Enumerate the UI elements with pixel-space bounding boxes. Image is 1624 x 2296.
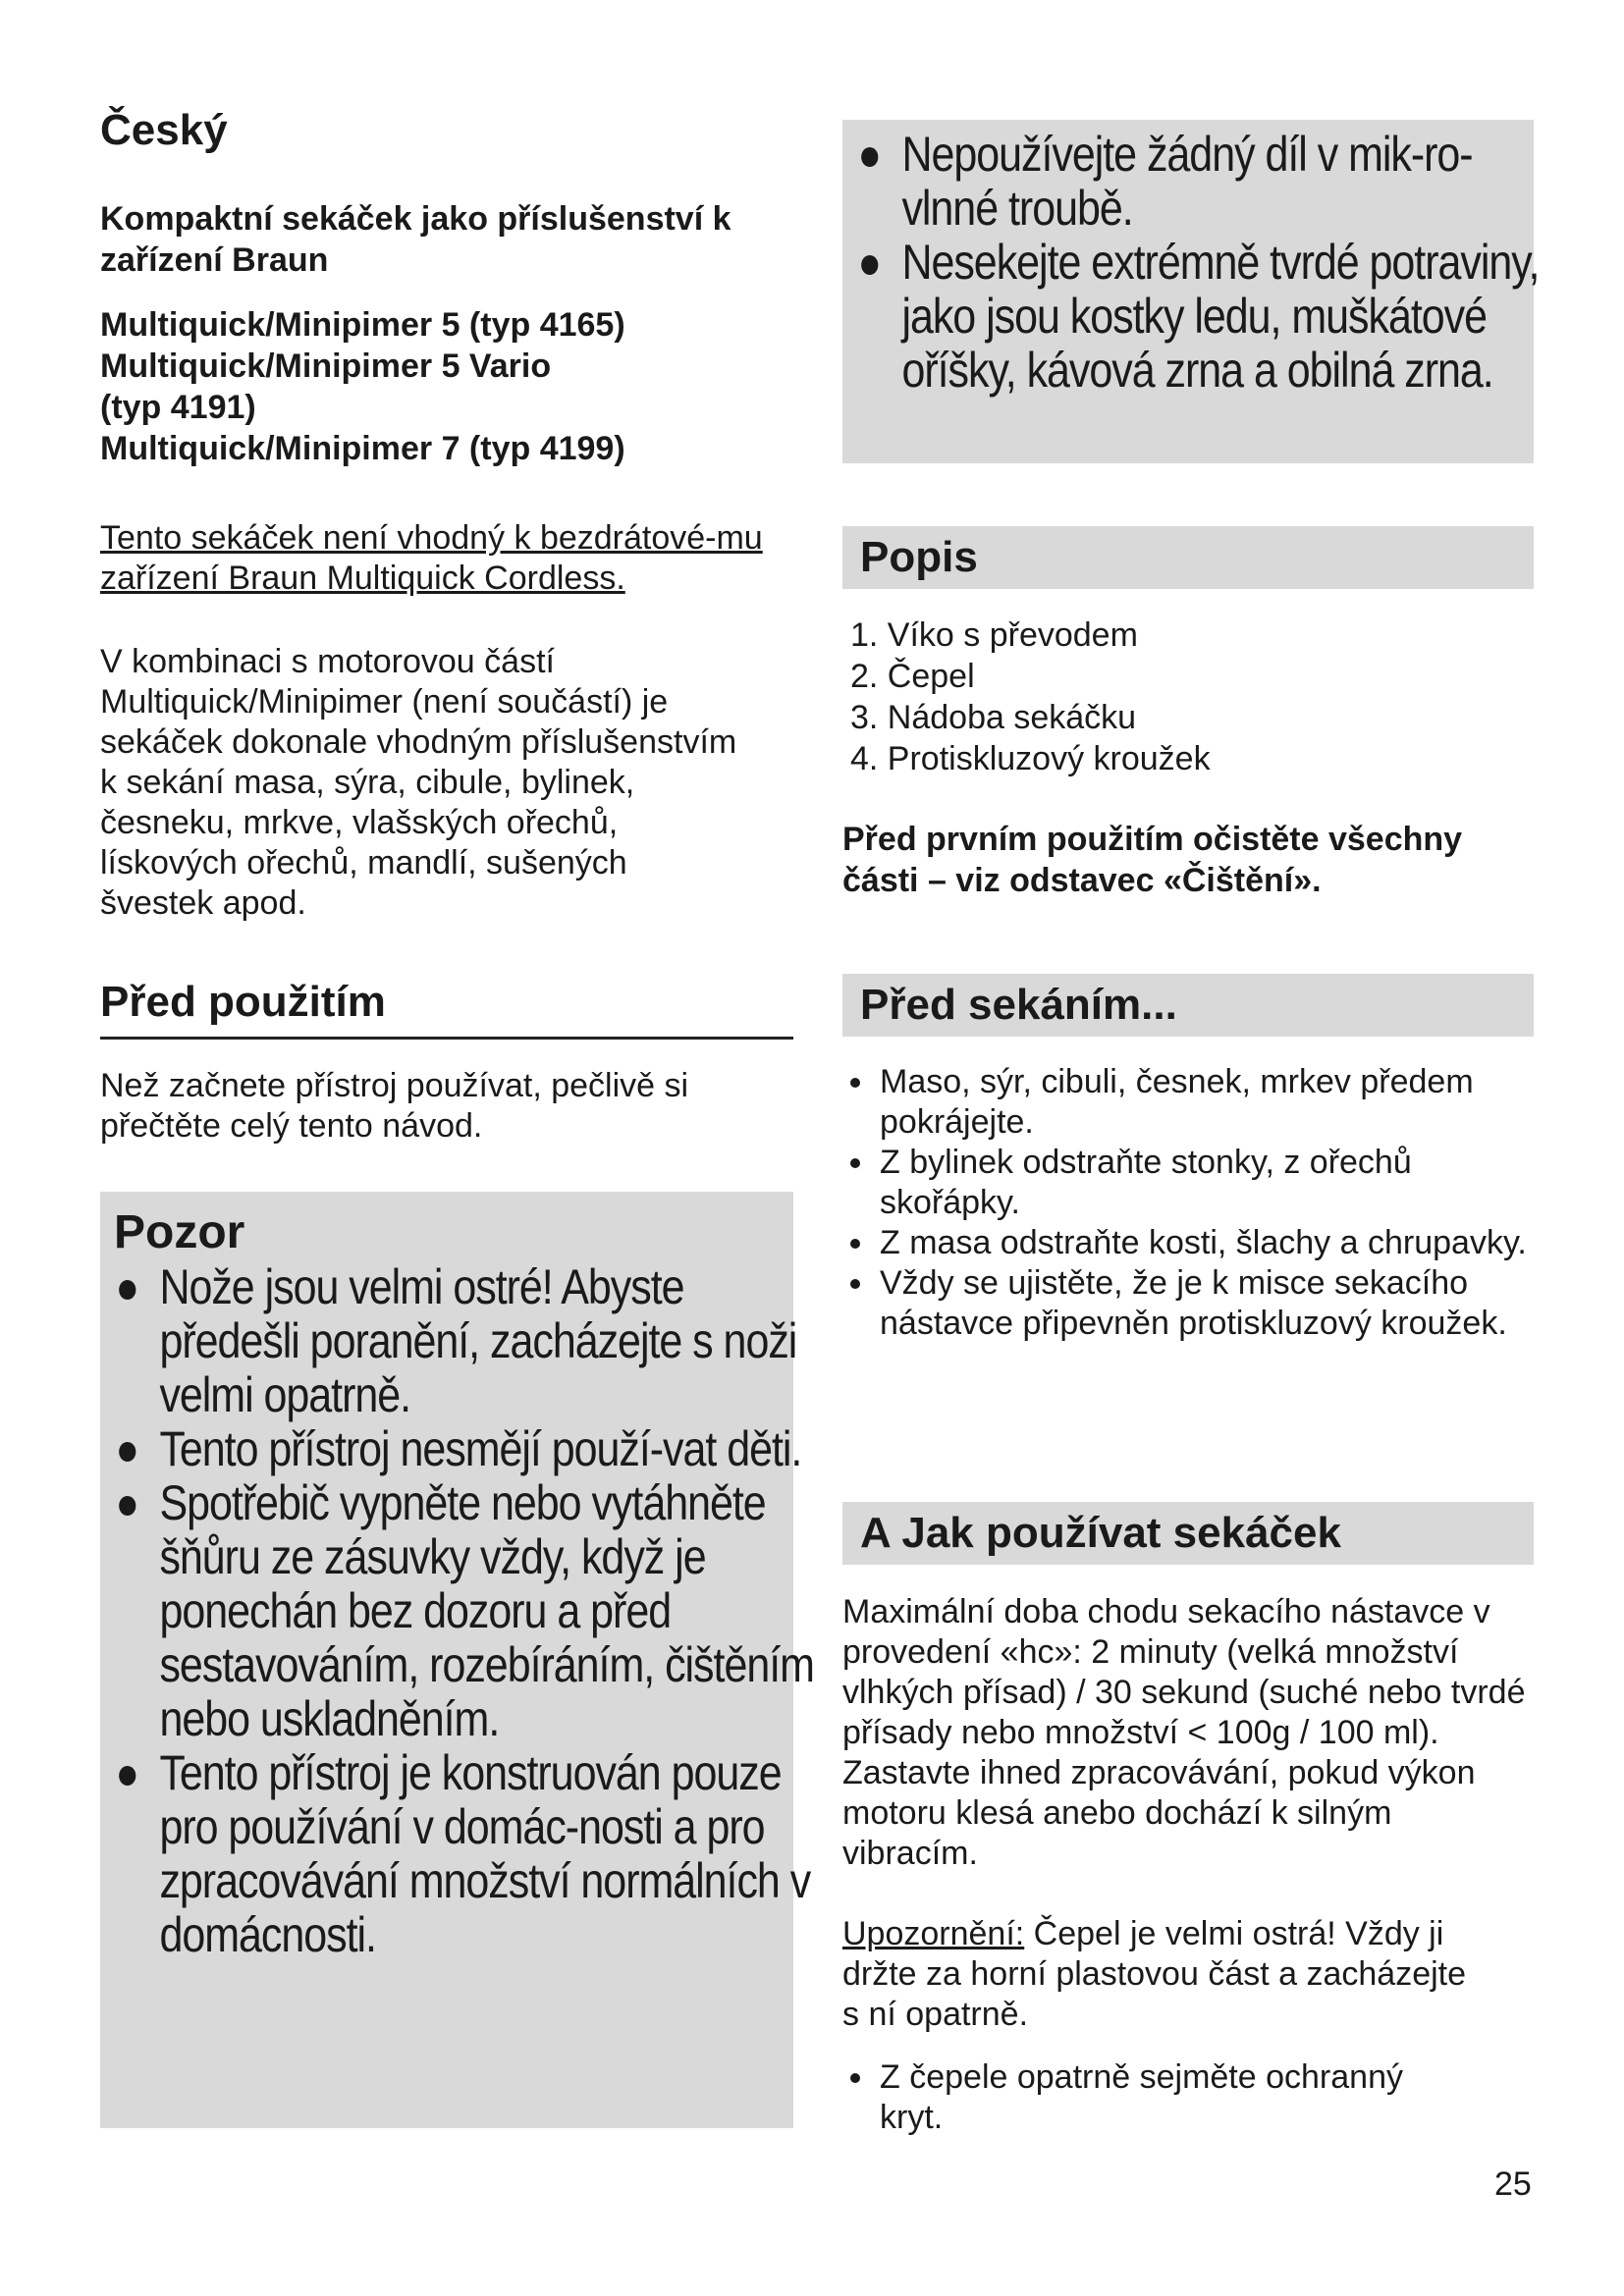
list-item: 3. Nádoba sekáčku xyxy=(850,699,1137,736)
list-item: Spotřebič vypněte nebo vytáhněte šňůru ze zásuvky vždy, když je ponechán bez dozoru a před sestavováním, rozebíráním, čištěním nebo uskladněním. xyxy=(114,1476,824,1746)
language-heading: Český xyxy=(100,106,228,154)
list-item: Vždy se ujistěte, že je k misce sekacího nástavce připevněn protiskluzový kroužek. xyxy=(842,1263,1534,1344)
list-item: Tento přístroj je konstruován pouze pro používání v domác-nosti a pro zpracovávání množství normálních v domácnosti. xyxy=(114,1746,824,1962)
model-list xyxy=(100,304,793,469)
not-suitable-note: Tento sekáček není vhodný k bezdrátové-mu zařízení Braun Multiquick Cordless. xyxy=(100,519,763,597)
list-item: Nože jsou velmi ostré! Abyste předešli poranění, zacházejte s noži velmi opatrně. xyxy=(114,1260,824,1422)
bullet-icon xyxy=(850,1078,860,1088)
list-item: 2. Čepel xyxy=(850,658,975,695)
bullet-icon xyxy=(119,1442,135,1462)
bullet-icon xyxy=(861,255,878,275)
list-item: 1. Víko s převodem xyxy=(850,616,1138,654)
caution-text: Čepel je velmi ostrá! Vždy ji držte za horní plastovou část a zacházejte s ní opatrně. xyxy=(842,1915,1467,2033)
how-to-text: Maximální doba chodu sekacího nástavce v provedení «hc»: 2 minuty (velká množství vlhkých přísad) / 30 sekund (suché nebo tvrdé přísady nebo množství < 100g / 100 ml). Zastavte ihned zpracovávání, pokud výkon motoru klesá anebo dochází k silným vibracím. xyxy=(842,1593,1526,1872)
list-item: Nesekejte extrémně tvrdé potraviny, jako jsou kostky ledu, muškátové oříšky, kávová zrna a obilná zrna. xyxy=(856,236,1564,398)
caution-note xyxy=(842,1914,1490,2035)
model-line: Multiquick/Minipimer 7 (typ 4199) xyxy=(100,430,625,467)
list-item: Z čepele opatrně sejměte ochranný kryt. xyxy=(842,2057,1471,2138)
description-heading: Popis xyxy=(842,526,1534,589)
combination-text: V kombinaci s motorovou částí Multiquick/Minipimer (není součástí) je sekáček dokonale vhodným příslušenstvím k sekání masa, sýra, cibule, bylinek, česneku, mrkve, vlašských ořechů, lískových ořechů, mandlí, sušených švestek apod. xyxy=(100,643,737,922)
model-line: Multiquick/Minipimer 5 (typ 4165) xyxy=(100,306,625,344)
before-chopping-heading: Před sekáním... xyxy=(842,974,1534,1037)
before-use-text: Než začnete přístroj používat, pečlivě si přečtěte celý tento návod. xyxy=(100,1067,689,1145)
final-list xyxy=(842,2057,1471,2138)
description-list xyxy=(842,614,1534,779)
list-item: Tento přístroj nesmějí použí-vat děti. xyxy=(114,1422,824,1476)
list-item: Nepoužívejte žádný díl v mik-ro-vlnné troubě. xyxy=(856,128,1564,236)
bullet-icon xyxy=(850,1239,860,1249)
left-column xyxy=(100,0,814,2296)
caution-label: Upozornění: xyxy=(842,1915,1025,1952)
clean-note: Před prvním použitím očistěte všechny části – viz odstavec «Čištění». xyxy=(842,821,1463,899)
model-line: Multiquick/Minipimer 5 Vario xyxy=(100,347,552,385)
warning-list-continued xyxy=(856,127,1540,398)
how-to-heading: A Jak používat sekáček xyxy=(842,1502,1534,1565)
bullet-icon xyxy=(850,1279,860,1289)
page-number: 25 xyxy=(1494,2165,1532,2203)
bullet-icon xyxy=(119,1766,135,1786)
list-item: Z masa odstraňte kosti, šlachy a chrupavky. xyxy=(842,1223,1534,1263)
warning-box-continued xyxy=(842,120,1540,463)
warning-title: Pozor xyxy=(114,1206,245,1258)
bullet-icon xyxy=(119,1496,135,1516)
bullet-icon xyxy=(850,1158,860,1168)
list-item: 4. Protiskluzový kroužek xyxy=(850,740,1211,777)
warning-list xyxy=(114,1259,814,1962)
list-item: Z bylinek odstraňte stonky, z ořechů skořápky. xyxy=(842,1143,1534,1223)
bullet-icon xyxy=(861,147,878,167)
model-line: (typ 4191) xyxy=(100,389,256,426)
intro-bold: Kompaktní sekáček jako příslušenství k zařízení Braun xyxy=(100,200,731,279)
before-use-heading: Před použitím xyxy=(100,978,793,1040)
list-item: Maso, sýr, cibuli, česnek, mrkev předem pokrájejte. xyxy=(842,1062,1534,1143)
right-column xyxy=(842,0,1540,2296)
before-chopping-list xyxy=(842,1062,1534,1344)
warning-box xyxy=(100,1192,814,2128)
bullet-icon xyxy=(119,1280,135,1300)
bullet-icon xyxy=(850,2073,860,2083)
